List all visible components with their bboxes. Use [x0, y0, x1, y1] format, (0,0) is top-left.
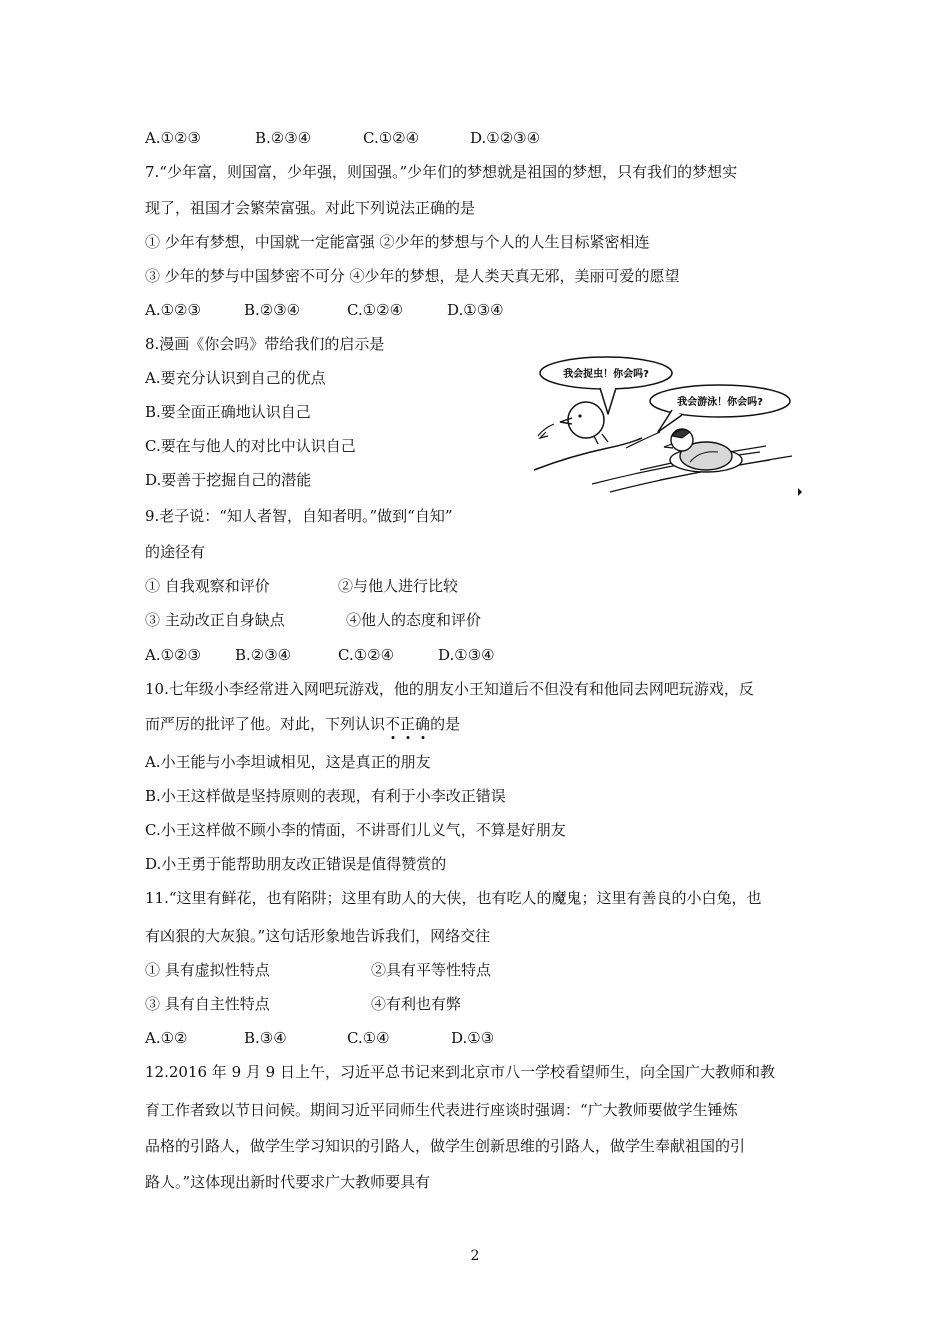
- q9-option-a: A.①②③: [145, 646, 201, 664]
- q7-stem-line-2: 现了，祖国才会繁荣富强。对此下列说法正确的是: [145, 199, 476, 217]
- emphasis-char: 正: [400, 715, 416, 733]
- q9-statement-1: ① 自我观察和评价: [145, 577, 270, 595]
- q11-option-b: B.③④: [244, 1029, 287, 1047]
- q11-statement-4: ④有利也有弊: [371, 995, 462, 1013]
- q11-stem-line-1: 11.“这里有鲜花，也有陷阱；这里有助人的大侠，也有吃人的魔鬼；这里有善良的小白兔，也: [145, 889, 762, 907]
- q8-stem: 8.漫画《你会吗》带给我们的启示是: [145, 335, 385, 353]
- q11-options: [145, 1028, 494, 1048]
- q9-statements-row-2: [145, 610, 481, 630]
- q8-option-c: C.要在与他人的对比中认识自己: [145, 437, 356, 455]
- q7-option-c: C.①②④: [347, 301, 404, 319]
- q8-option-a: A.要充分认识到自己的优点: [145, 369, 326, 387]
- q10-option-d: D.小王勇于能帮助朋友改正错误是值得赞赏的: [145, 855, 447, 873]
- q7-statement-line-2: ③ 少年的梦与中国梦密不可分 ④少年的梦想，是人类天真无邪，美丽可爱的愿望: [145, 267, 680, 285]
- q10-option-c: C.小王这样做不顾小李的情面，不讲哥们儿义气，不算是好朋友: [145, 821, 566, 839]
- q11-statement-2: ②具有平等性特点: [371, 961, 492, 979]
- q6-option-b: B.②③④: [255, 129, 312, 147]
- q10-stem-line-1: 10.七年级小李经常进入网吧玩游戏，他的朋友小王知道后不但没有和他同去网吧玩游戏，反: [145, 680, 754, 698]
- q11-stem-line-2: 有凶狠的大灰狼。”这句话形象地告诉我们，网络交往: [145, 927, 491, 945]
- q10-stem-tail: 的是: [430, 715, 461, 733]
- q6-option-c: C.①②④: [363, 129, 420, 147]
- q11-statement-3: ③ 具有自主性特点: [145, 995, 270, 1013]
- q6-option-d: D.①②③④: [470, 129, 541, 147]
- q9-option-d: D.①③④: [438, 646, 495, 664]
- q7-stem-line-1: 7.“少年富，则国富，少年强，则国强。”少年们的梦想就是祖国的梦想，只有我们的梦想实: [145, 163, 738, 181]
- chick-icon: [538, 402, 608, 444]
- q8-option-b: B.要全面正确地认识自己: [145, 403, 311, 421]
- q10-emphasis-text: [385, 715, 430, 733]
- comic-illustration: [530, 352, 808, 500]
- q11-option-d: D.①③: [451, 1029, 495, 1047]
- q9-stem-line-1: 9.老子说：“知人者智，自知者明。”做到“自知”: [145, 507, 453, 525]
- duckling-icon: [664, 429, 742, 472]
- q7-statement-line-1: ① 少年有梦想，中国就一定能富强 ②少年的梦想与个人的人生目标紧密相连: [145, 233, 650, 251]
- emphasis-char: 不: [385, 715, 401, 733]
- q11-statement-1: ① 具有虚拟性特点: [145, 961, 270, 979]
- q10-emphasis-not-correct: [385, 715, 430, 733]
- q8-option-d: D.要善于挖掘自己的潜能: [145, 471, 312, 489]
- q9-option-c: C.①②④: [338, 646, 395, 664]
- q11-statements-row-2: [145, 994, 461, 1014]
- speech-bubble-2-text: 我会游泳！你会吗?: [677, 397, 763, 408]
- q11-option-a: A.①②: [145, 1029, 188, 1047]
- q11-option-c: C.①④: [347, 1029, 390, 1047]
- q7-options: [145, 300, 504, 320]
- q9-statement-2: ②与他人进行比较: [338, 577, 459, 595]
- q6-options: [145, 128, 540, 148]
- q12-stem-line-4: 路人。”这体现出新时代要求广大教师要具有: [145, 1173, 431, 1191]
- q7-option-a: A.①②③: [145, 301, 201, 319]
- q9-stem-line-2: 的途径有: [145, 543, 206, 561]
- q12-stem-line-1: 12.2016 年 9 月 9 日上午，习近平总书记来到北京市八一学校看望师生，向全国广大教师和教: [145, 1063, 775, 1081]
- q9-statement-3: ③ 主动改正自身缺点: [145, 611, 285, 629]
- q9-option-b: B.②③④: [235, 646, 292, 664]
- q9-options: [145, 645, 495, 665]
- q9-statements-row-1: [145, 576, 458, 596]
- q11-statements-row-1: [145, 960, 491, 980]
- q9-statement-4: ④他人的态度和评价: [346, 611, 482, 629]
- q10-stem-text: 而严厉的批评了他。对此，下列认识: [145, 715, 386, 733]
- q7-option-d: D.①③④: [447, 301, 504, 319]
- emphasis-char: 确: [415, 715, 431, 733]
- page-number: 2: [470, 1248, 480, 1264]
- q10-option-b: B.小王这样做是坚持原则的表现，有利于小李改正错误: [145, 787, 506, 805]
- speech-bubble-1-text: 我会捉虫！你会吗?: [563, 369, 649, 380]
- q7-option-b: B.②③④: [244, 301, 301, 319]
- q10-stem-line-2: [145, 714, 460, 734]
- q12-stem-line-3: 品格的引路人，做学生学习知识的引路人，做学生创新思维的引路人，做学生奉献祖国的引: [145, 1137, 746, 1155]
- q12-stem-line-2: 育工作者致以节日问候。期间习近平同师生代表进行座谈时强调：“广大教师要做学生锤炼: [145, 1101, 738, 1119]
- q10-option-a: A.小王能与小李坦诚相见，这是真正的朋友: [145, 753, 431, 771]
- q6-option-a: A.①②③: [145, 129, 201, 147]
